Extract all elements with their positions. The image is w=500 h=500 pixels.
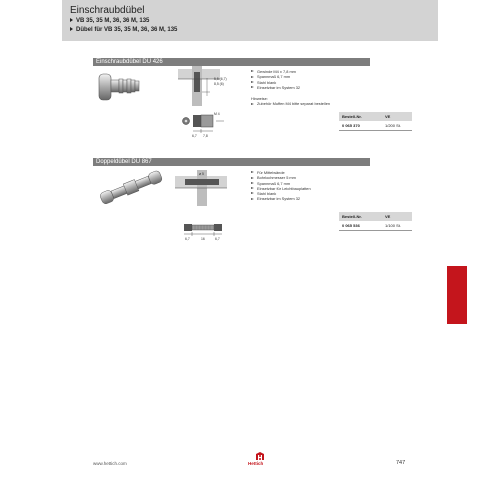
dimension-label: 6,7 (215, 237, 220, 241)
list-item: Stahl blank (251, 191, 311, 196)
du426-note (251, 96, 330, 107)
list-item: Spannmaß 6,7 mm (251, 74, 300, 79)
dimension-label: 6,7 (192, 134, 197, 138)
list-item: Einsetzbar im System 32 (251, 196, 311, 201)
hettich-logo-icon (252, 452, 268, 460)
table-header: VE (382, 212, 412, 221)
page-title: Einschraubdübel (70, 5, 145, 16)
table-header: VE (382, 112, 412, 121)
dimension-label: ø 5 (199, 172, 204, 176)
table-header: Bestell-Nr. (339, 212, 382, 221)
subtitle-2: Dübel für VB 35, 35 M, 36, 36 M, 135 (70, 27, 177, 33)
table-cell: 1/200 St. (382, 121, 412, 131)
du426-bore-drawing (180, 110, 230, 142)
note-heading: Hinweise: (251, 96, 268, 101)
du867-installation-drawing (175, 170, 235, 210)
table-cell: 0 065 370 (339, 121, 382, 131)
list-item: Bohrlochmesser 5 mm (251, 175, 311, 180)
list-item: Einsetzbar im System 32 (251, 85, 300, 90)
section-bar-du426 (93, 58, 370, 66)
brand-name: Hettich (248, 461, 264, 466)
dimension-label: 6,7 (185, 237, 190, 241)
section-title: Einschraubdübel DU 426 (96, 59, 163, 65)
note-text: Zubehör Muffen M4 bitte separat bestellen (251, 101, 330, 106)
footer-url: www.hettich.com (93, 461, 127, 466)
du867-dimension-drawing (180, 220, 230, 245)
table-row (339, 221, 412, 231)
list-item: Stahl blank (251, 80, 300, 85)
list-item: Einsetzbar für Leichtbauplatten (251, 186, 311, 191)
list-item: Spannmaß 6,7 mm (251, 181, 311, 186)
dimension-label: 8,5 (6) (214, 82, 224, 86)
du426-dimension-labels (212, 76, 242, 106)
list-item: Für Mittelwände (251, 170, 311, 175)
dimension-label: 16 (201, 237, 205, 241)
table-header-row (339, 112, 412, 121)
dimension-label: M 4 (214, 112, 220, 116)
du867-feature-list (251, 170, 311, 202)
list-item: Gewinde M4 x 7,8 mm (251, 69, 300, 74)
table-row (339, 121, 412, 131)
triangle-bullet-icon (70, 27, 73, 31)
table-cell: 0 065 536 (339, 221, 382, 231)
subtitle-1: VB 35, 35 M, 36, 36 M, 135 (70, 18, 149, 24)
table-header-row (339, 212, 412, 221)
page-header (62, 0, 438, 41)
dowel-du426-image (95, 68, 147, 108)
dimension-label: 5,5 (6,7) (214, 77, 227, 81)
du426-order-table (339, 112, 412, 131)
chapter-tab (447, 266, 467, 324)
du867-order-table (339, 212, 412, 231)
dowel-du867-image (97, 168, 167, 206)
du426-feature-list (251, 69, 300, 90)
page-number: 747 (396, 460, 406, 466)
triangle-bullet-icon (70, 18, 73, 22)
section-bar-du867 (93, 158, 370, 166)
section-title: Doppeldübel DU 867 (96, 159, 152, 165)
dimension-label: 7,8 (203, 134, 208, 138)
table-header: Bestell-Nr. (339, 112, 382, 121)
table-cell: 1/100 St. (382, 221, 412, 231)
